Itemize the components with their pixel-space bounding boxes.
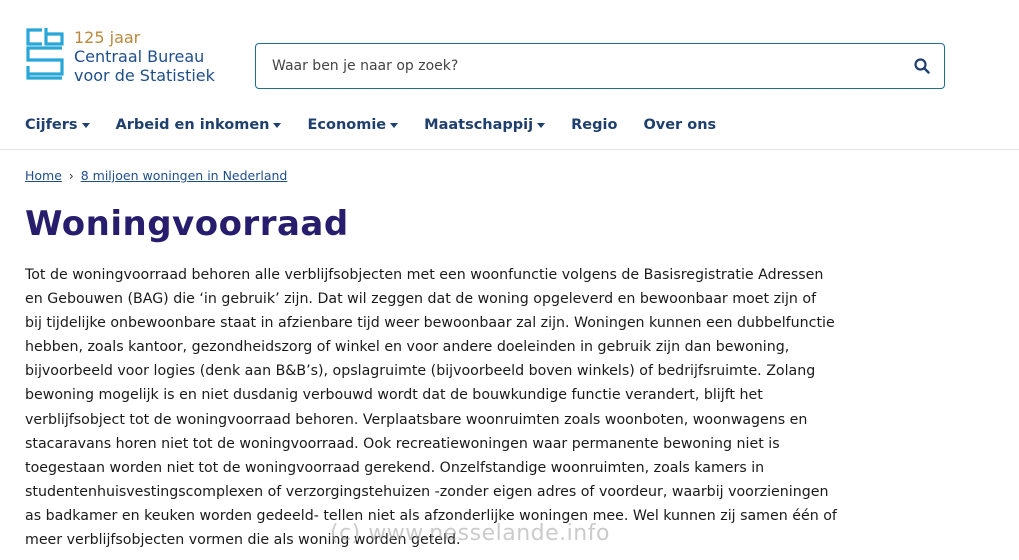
- logo-line-1: Centraal Bureau: [74, 47, 205, 66]
- nav-item-label: Maatschappij: [424, 117, 534, 133]
- logo-years: 125 jaar: [74, 28, 141, 47]
- search-icon: [914, 58, 930, 74]
- caret-down-icon: [537, 123, 545, 128]
- search-input[interactable]: [256, 44, 900, 88]
- nav-item-economie[interactable]: [307, 117, 398, 133]
- watermark-text: (c) www.nesselande.info: [330, 521, 610, 546]
- logo-text: [74, 28, 215, 85]
- breadcrumb-home-link[interactable]: Home: [25, 168, 62, 183]
- nav-item-maatschappij[interactable]: [424, 117, 545, 133]
- breadcrumb: [25, 168, 287, 183]
- caret-down-icon: [273, 123, 281, 128]
- cbs-logo-icon: [24, 26, 66, 84]
- nav-item-label: Cijfers: [25, 117, 78, 133]
- nav-item-label: Arbeid en inkomen: [115, 117, 270, 133]
- breadcrumb-parent-link[interactable]: 8 miljoen woningen in Nederland: [80, 168, 288, 183]
- nav-item-label: Economie: [307, 117, 387, 133]
- page-title: Woningvoorraad: [25, 204, 349, 244]
- nav-item-label: Over ons: [643, 117, 717, 133]
- search-button[interactable]: [900, 44, 944, 88]
- search-bar: [255, 43, 945, 89]
- nav-item-arbeid-en-inkomen[interactable]: [116, 117, 282, 133]
- nav-item-over-ons[interactable]: [643, 117, 716, 133]
- cbs-logo[interactable]: [24, 26, 215, 85]
- logo-line-2: voor de Statistiek: [74, 66, 215, 85]
- nav-item-label: Regio: [571, 117, 618, 133]
- nav-item-cijfers[interactable]: [25, 117, 90, 133]
- caret-down-icon: [82, 123, 90, 128]
- main-nav: [25, 117, 742, 133]
- nav-divider: [0, 149, 1019, 150]
- caret-down-icon: [390, 123, 398, 128]
- body-paragraph: Tot de woningvoorraad behoren alle verblijfsobjecten met een woonfunctie volgens de Basisregistratie Adressen en Gebouwen (BAG) die ‘in gebruik’ zijn. Dat wil zeggen dat de woning opgeleverd en bewoonbaar moet zijn of bij tijdelijke onbewoonbare staat in afzienbare tijd weer bewoonbaar zal zijn. Woningen kunnen een dubbelfunctie hebben, zoals kantoor, gezondheidszorg of winkel en voor andere doeleinden in gebruik zijn dan bewoning, bijvoorbeeld voor logies (denk aan B&B’s), opslagruimte (bijvoorbeeld boven winkels) of bedrijfsruimte. Zolang bewoning mogelijk is en niet dusdanig verbouwd wordt dat de bouwkundige functie verandert, blijft het verblijfsobject tot de woningvoorraad behoren. Verplaatsbare woonruimten zoals woonboten, woonwagens en stacaravans horen niet tot de woningvoorraad. Ook recreatiewoningen waar permanente bewoning niet is toegestaan worden niet tot de woningvoorraad gerekend. Onzelfstandige woonruimten, zoals kamers in studentenhuisvestingscomplexen of verzorgingstehuizen -zonder eigen adres of voordeur, waarbij voorzieningen as badkamer en keuken worden gedeeld- tellen niet als afzonderlijke woningen mee. Wel kunnen zij samen één of meer verblijfsobjecten vormen die als woning worden geteld.: [25, 267, 837, 549]
- chevron-right-icon: ›: [68, 168, 74, 183]
- nav-item-regio[interactable]: [571, 117, 617, 133]
